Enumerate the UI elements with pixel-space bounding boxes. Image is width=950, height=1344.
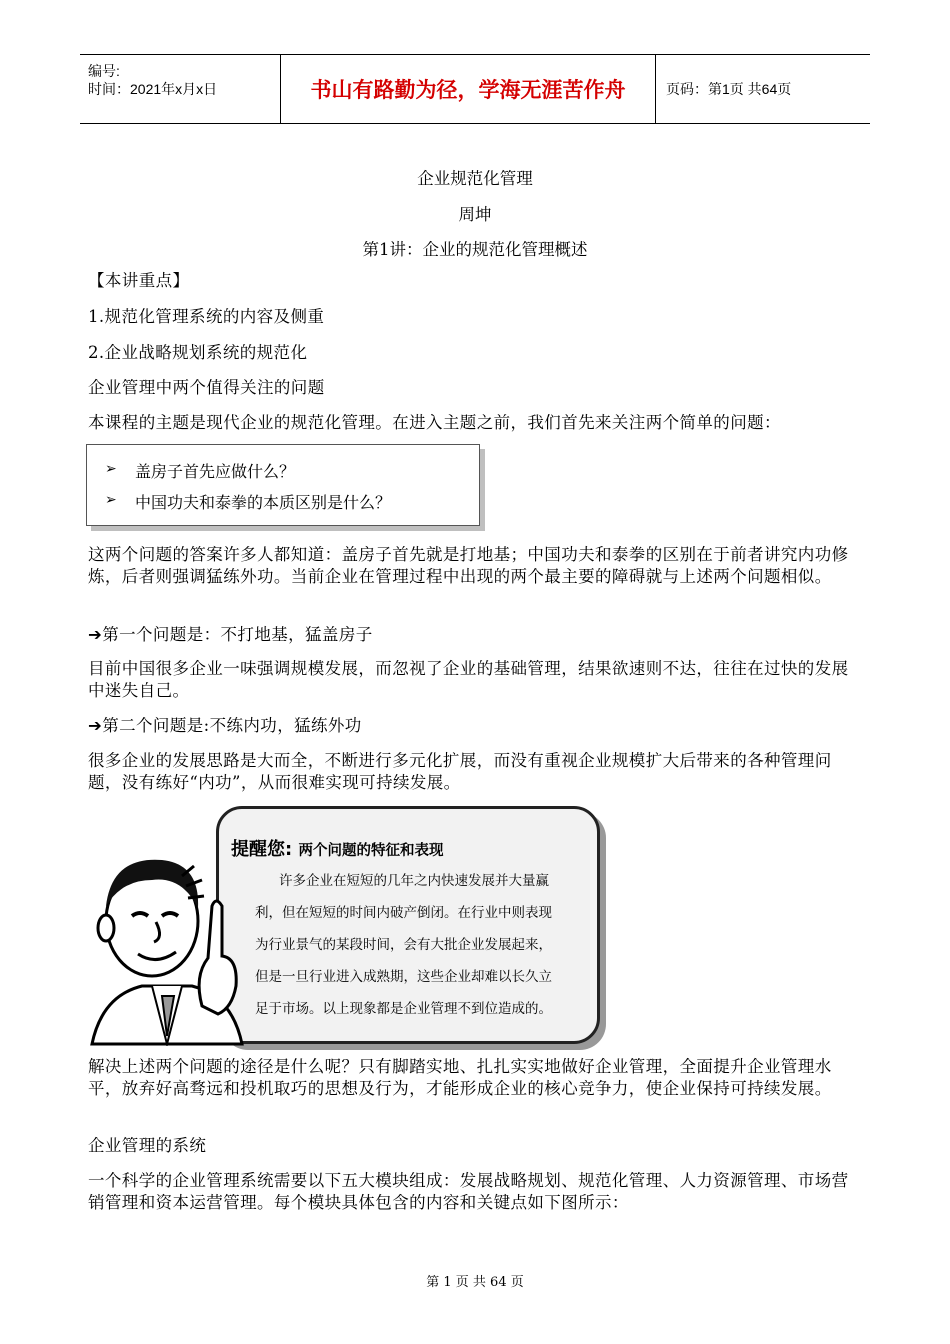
section-heading-issues: 企业管理中两个值得关注的问题: [88, 378, 325, 397]
answer-paragraph: 这两个问题的答案许多人都知道：盖房子首先就是打地基；中国功夫和泰拳的区别在于前者讲究内功修炼，后者则强调猛练外功。当前企业在管理过程中出现的两个最主要的障碍就与上述两个问题相似。: [88, 545, 849, 586]
key-point-2: 2.企业战略规划系统的规范化: [88, 343, 308, 362]
number-label: 编号:: [88, 63, 120, 79]
right-arrow-icon: ➔: [88, 716, 103, 735]
header-meta-cell: [80, 55, 281, 123]
document-title: 企业规范化管理: [417, 169, 533, 188]
system-paragraph: 一个科学的企业管理系统需要以下五大模块组成：发展战略规划、规范化管理、人力资源管理、市场营销管理和资本运营管理。每个模块具体包含的内容和关键点如下图所示：: [88, 1171, 849, 1212]
section-heading-system: 企业管理的系统: [88, 1136, 207, 1155]
key-points-heading: 【本讲重点】: [88, 271, 190, 290]
reminder-line: 但是一旦行业进入成熟期，这些企业却难以长久立: [255, 969, 552, 985]
intro-paragraph: 本课程的主题是现代企业的规范化管理。在进入主题之前，我们首先来关注两个简单的问题：: [88, 413, 781, 432]
reminder-line: 利，但在短短的时间内破产倒闭。在行业中则表现: [255, 905, 552, 921]
lecture-title: 第1讲：企业的规范化管理概述: [362, 240, 588, 259]
header-page-info: 页码：第1页 共64页: [666, 81, 792, 97]
key-point-1: 1.规范化管理系统的内容及侧重: [88, 307, 325, 326]
cartoon-man-illustration: [82, 846, 252, 1046]
reminder-subtitle: 两个问题的特征和表现: [298, 843, 444, 859]
reminder-line: 为行业景气的某段时间，会有大批企业发展起来，: [255, 937, 552, 953]
issue-1-heading: [88, 624, 864, 646]
reminder-line: 足于市场。以上现象都是企业管理不到位造成的。: [255, 1001, 552, 1017]
page-header: [80, 54, 870, 124]
question-1: 盖房子首先应做什么？: [135, 462, 296, 481]
issue-1-label: 第一个问题是：不打地基，猛盖房子: [102, 625, 373, 644]
issue-2-paragraph: 很多企业的发展思路是大而全，不断进行多元化扩展，而没有重视企业规模扩大后带来的各种管理问题，没有练好“内功”，从而很难实现可持续发展。: [88, 751, 832, 792]
reminder-bubble: [216, 806, 600, 1044]
solution-paragraph: 解决上述两个问题的途径是什么呢？只有脚踏实地、扎扎实实地做好企业管理，全面提升企业管理水平，放弃好高骛远和投机取巧的思想及行为，才能形成企业的核心竞争力，使企业保持可持续发展。: [88, 1057, 832, 1098]
reminder-title: 提醒您:: [231, 839, 293, 860]
right-arrow-icon: ➔: [88, 625, 103, 644]
issue-2-heading: [88, 715, 864, 737]
question-2: 中国功夫和泰拳的本质区别是什么？: [135, 493, 392, 512]
reminder-line: 许多企业在短短的几年之内快速发展并大量赢: [279, 873, 549, 889]
header-motto: 书山有路勤为径，学海无涯苦作舟: [281, 55, 656, 123]
issue-2-label: 第二个问题是:不练内功，猛练外功: [102, 716, 362, 735]
time-label: 时间：2021年x月x日: [88, 81, 218, 97]
questions-box: [86, 444, 480, 526]
page-footer: 第 1 页 共 64 页: [426, 1275, 524, 1290]
arrow-bullet-icon: ➢: [105, 492, 117, 508]
reminder-heading: [231, 835, 443, 861]
arrow-bullet-icon: ➢: [105, 461, 117, 477]
document-author: 周坤: [458, 205, 492, 224]
issue-1-paragraph: 目前中国很多企业一味强调规模发展，而忽视了企业的基础管理，结果欲速则不达，往往在过快的发展中迷失自己。: [88, 659, 849, 700]
